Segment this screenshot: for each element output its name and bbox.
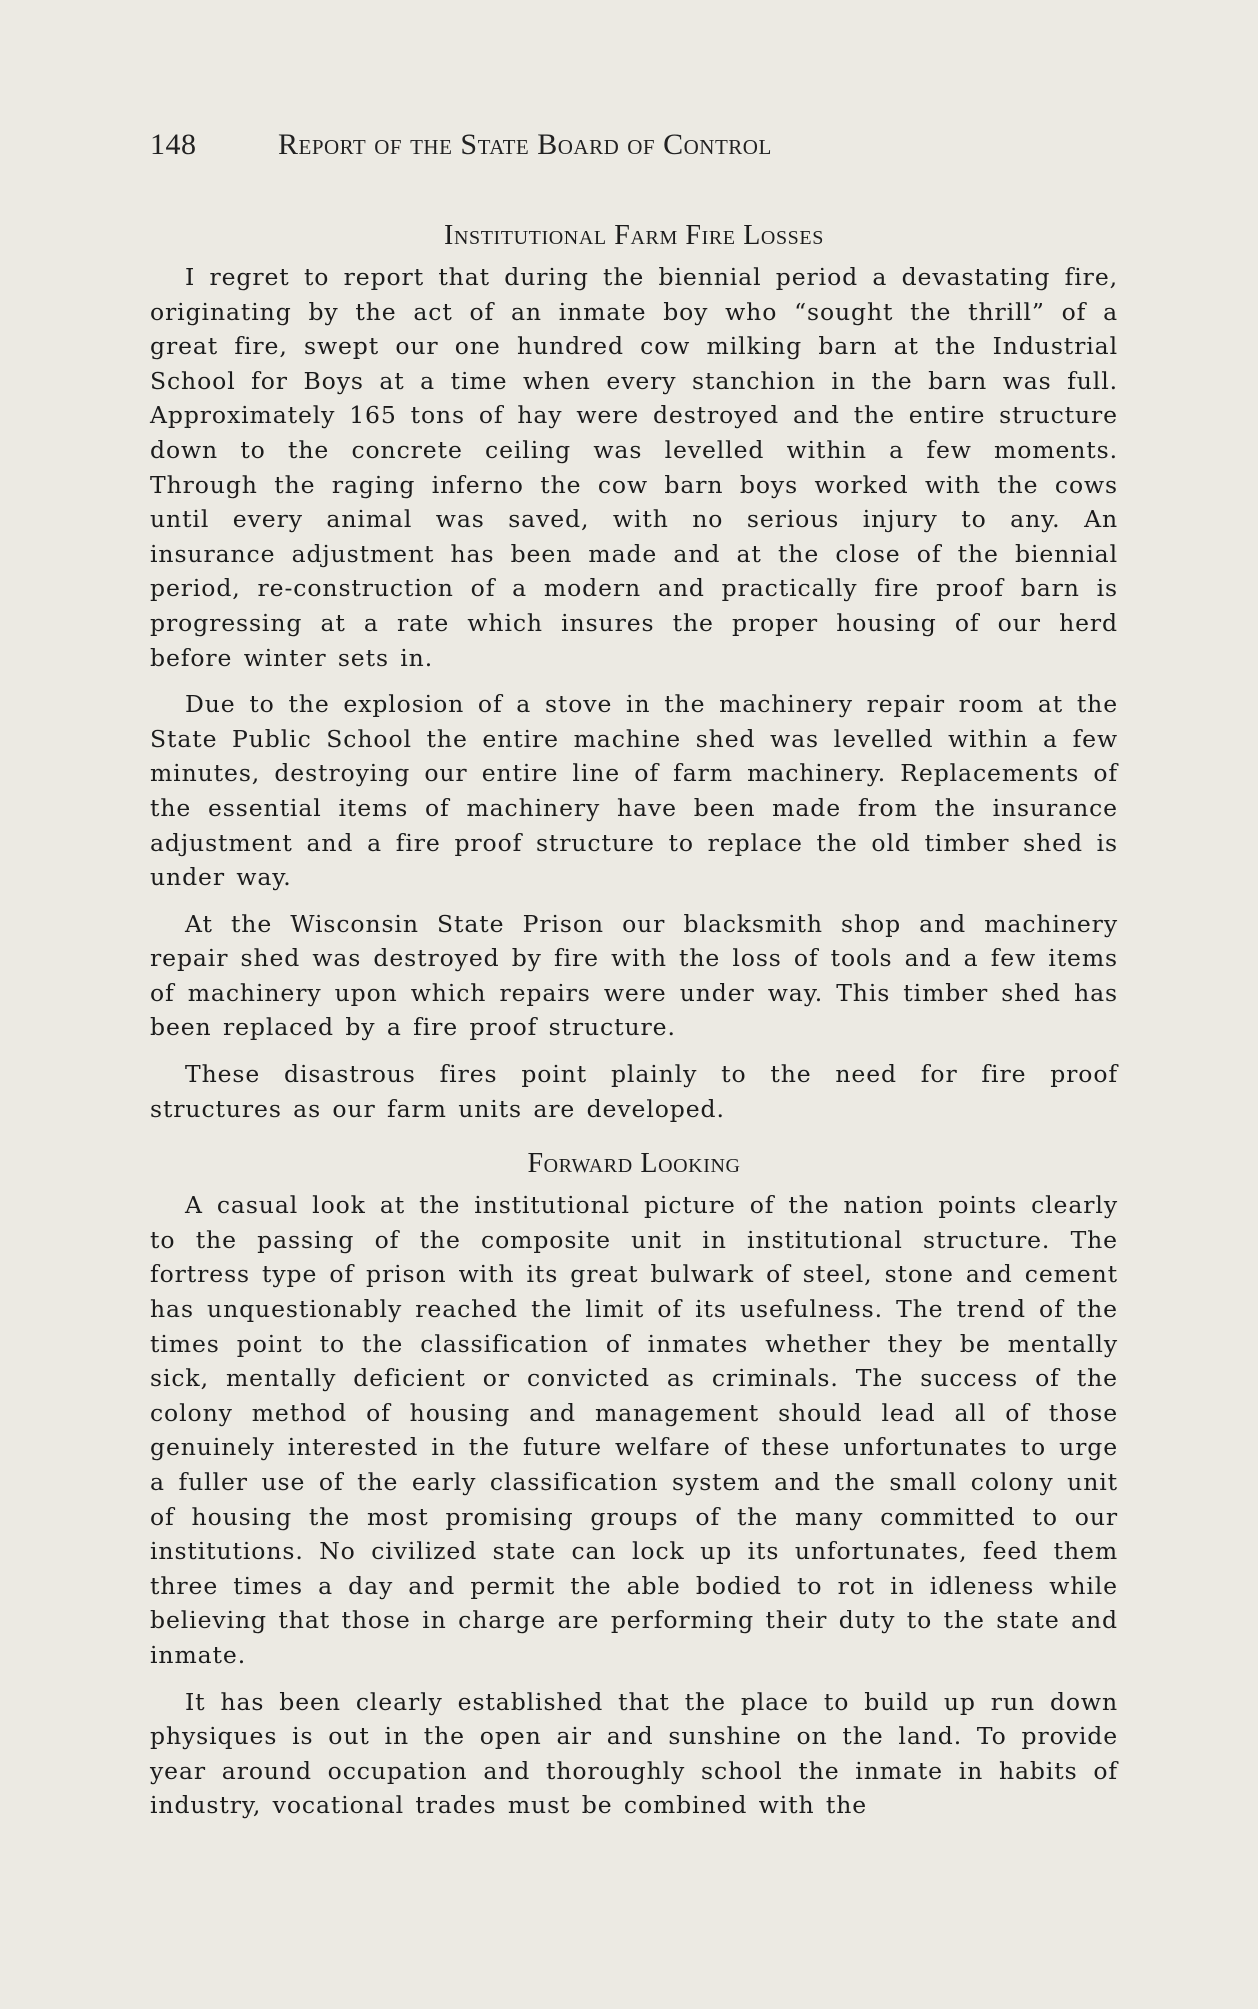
paragraph: A casual look at the institutional picture of the nation points clearly to the passing of the composite unit in institutional structure. The fortress type of prison with its great bulwark of steel, stone and cement has unquestionably reached the limit of its usefulness. The trend of the times point to the classification of inmates whether they be mentally sick, mentally deficient or convicted as criminals. The success of the colony method of housing and management should lead all of those genuinely interested in the future welfare of these unfortunates to urge a fuller use of the early classification system and the small colony unit of housing the most promising groups of the many committed to our institutions. No civilized state can lock up its unfortunates, feed them three times a day and permit the able bodied to rot in idleness while believing that those in charge are performing their duty to the state and inmate. (150, 1191, 1118, 1669)
paragraph: At the Wisconsin State Prison our blacksmith shop and machinery repair shed was destroyed by fire with the loss of tools and a few items of machinery upon which repairs were under way. This timber shed has been replaced by a fire proof structure. (150, 909, 1118, 1042)
paragraph: These disastrous fires point plainly to the need for fire proof structures as our farm units are developed. (150, 1060, 1118, 1123)
page-number: 148 (150, 128, 197, 161)
paragraph: Due to the explosion of a stove in the machinery repair room at the State Public School the entire machine shed was levelled within a few minutes, destroying our entire line of farm machinery. Replacements of the essential items of machinery have been made from the insurance adjustment and a fire proof structure to replace the old timber shed is under way. (150, 690, 1118, 892)
paragraph: I regret to report that during the biennial period a devastating fire, originating by the act of an inmate boy who “sought the thrill” of a great fire, swept our one hundred cow milking barn at the Industrial School for Boys at a time when every stanchion in the barn was full. Approximately 165 tons of hay were destroyed and the entire structure down to the concrete ceiling was levelled within a few moments. Through the raging inferno the cow barn boys worked with the cows until every animal was saved, with no serious injury to any. An insurance adjustment has been made and at the close of the biennial period, re-construction of a modern and practically fire proof barn is progressing at a rate which insures the proper housing of our herd before winter sets in. (150, 263, 1118, 672)
running-title: Report of the State Board of Control (278, 128, 772, 161)
running-header (150, 128, 1118, 162)
section-heading-forward-looking: Forward Looking (527, 1148, 741, 1180)
section-heading-fire-losses: Institutional Farm Fire Losses (444, 220, 824, 251)
document-page (150, 128, 1118, 1835)
paragraph: It has been clearly established that the place to build up run down physiques is out in the open air and sunshine on the land. To provide year around occupation and thoroughly school the inmate in habits of industry, vocational trades must be combined with the (150, 1687, 1118, 1820)
